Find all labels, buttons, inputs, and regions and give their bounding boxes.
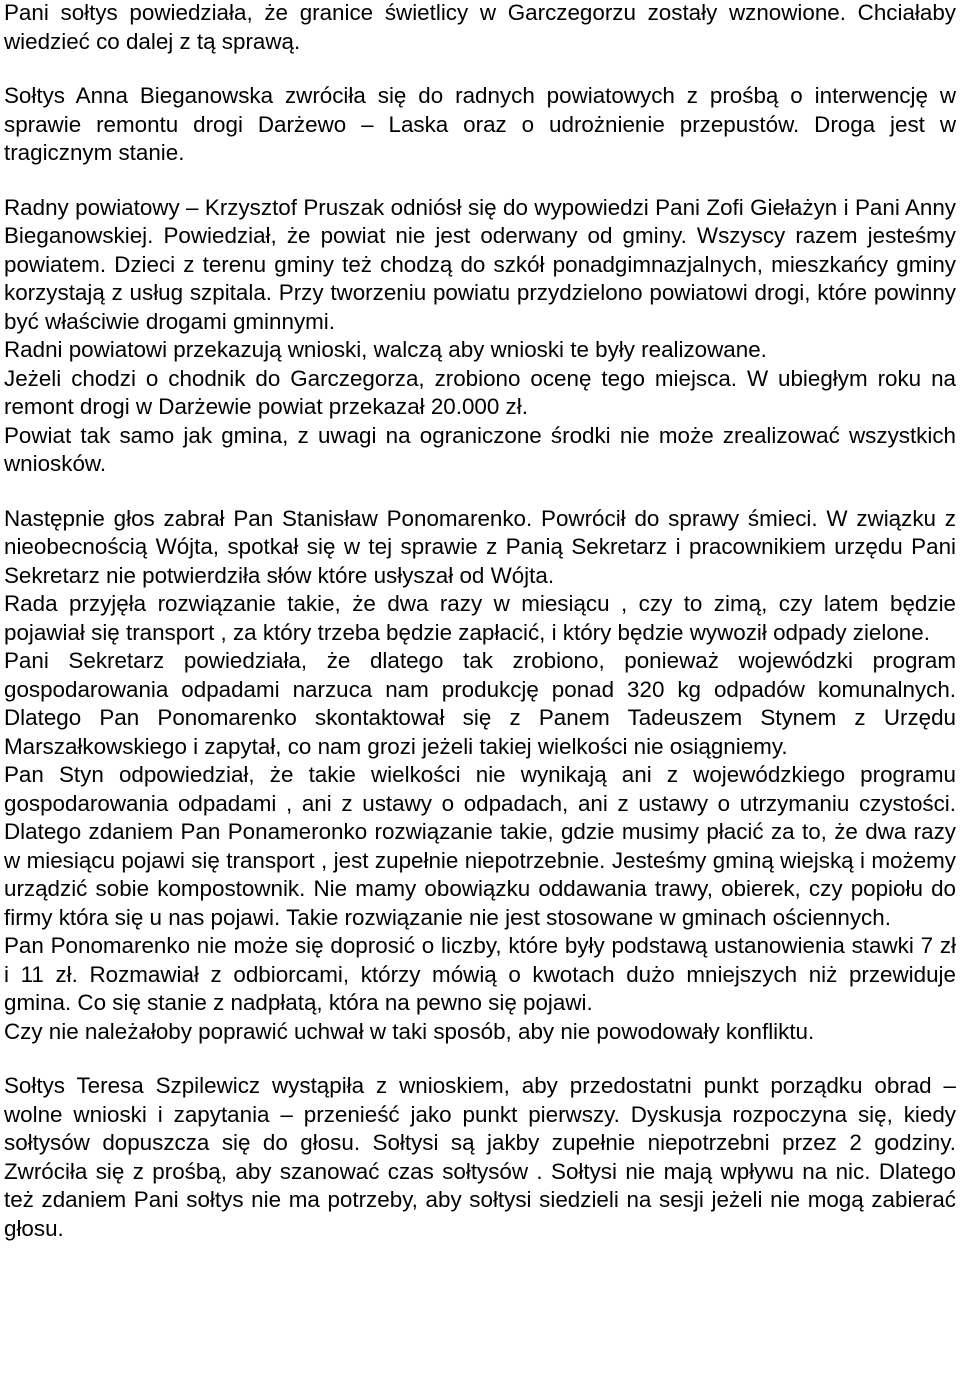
paragraph-stawki: Pan Ponomarenko nie może się doprosić o liczby, które były podstawą ustanowienia stawki 7 zł i 11 zł. Rozmawiał z odbiorcami, którzy mówią o kwotach dużo mniejszych niż przewiduje gmina. Co się stanie z nadpłatą, która na pewno się pojawi. bbox=[4, 933, 956, 1015]
paragraph-ponomarenko-smieci: Następnie głos zabrał Pan Stanisław Ponomarenko. Powrócił do sprawy śmieci. W związku z nieobecnością Wójta, spotkał się w tej sprawie z Panią Sekretarz i pracownikiem urzędu Pani Sekretarz nie potwierdziła słów które usłyszał od Wójta. bbox=[4, 505, 956, 588]
paragraph-pruszak-response: Radny powiatowy – Krzysztof Pruszak odniósł się do wypowiedzi Pani Zofi Giełażyn i Pani Anny Bieganowskiej. Powiedział, że powiat nie jest oderwany od gminy. Wszyscy razem jesteśmy powiatem. Dzieci z terenu gminy też chodzą do szkół ponadgimnazjalnych, mieszkańcy gminy korzystają z usług szpitala. Przy tworzeniu powiatu przydzielono powiatowi drogi, które powinny być właściwie drogami gminnymi. bbox=[4, 194, 956, 334]
paragraph-garczegorz-boundaries: Pani sołtys powiedziała, że granice świetlicy w Garczegorzu zostały wznowione. Chciałaby wiedzieć co dalej z tą sprawą. bbox=[4, 0, 956, 54]
paragraph-uchwaly: Czy nie należałoby poprawić uchwał w taki sposób, aby nie powodowały konfliktu. bbox=[4, 1018, 815, 1044]
document-body bbox=[4, 0, 956, 1243]
paragraph-radni-wnioski: Radni powiatowi przekazują wnioski, walczą aby wnioski te były realizowane. bbox=[4, 337, 767, 362]
paragraph-chodnik: Jeżeli chodzi o chodnik do Garczegorza, zrobiono ocenę tego miejsca. W ubiegłym roku na remont drogi w Darżewie powiat przekazał 20.000 zł. bbox=[4, 365, 956, 419]
paragraph-rada-transport: Rada przyjęła rozwiązanie takie, że dwa razy w miesiącu , czy to zimą, czy latem będzie pojawiał się transport , za który trzeba będzie zapłacić, i który będzie wywoził odpady zielone. bbox=[4, 591, 956, 645]
paragraph-powiat-srodki: Powiat tak samo jak gmina, z uwagi na ograniczone środki nie może zrealizować wszystkich wniosków. bbox=[4, 422, 956, 476]
paragraph-sekretarz: Pani Sekretarz powiedziała, że dlatego tak zrobiono, ponieważ wojewódzki program gospodarowania odpadami narzuca nam produkcję ponad 320 kg odpadów komunalnych. Dlatego Pan Ponomarenko skontaktował się z Panem Tadeuszem Stynem z Urzędu Marszałkowskiego i zapytał, co nam grozi jeżeli takiej wielkości nie osiągniemy. bbox=[4, 648, 956, 759]
paragraph-szpilewicz: Sołtys Teresa Szpilewicz wystąpiła z wnioskiem, aby przedostatni punkt porządku obrad – wolne wnioski i zapytania – przenieść jako punkt pierwszy. Dyskusja rozpoczyna się, kiedy sołtysów dopuszcza się do głosu. Sołtysi są jakby zupełnie niepotrzebni przez 2 godziny. Zwróciła się z prośbą, aby szanować czas sołtysów . Sołtysi nie mają wpływu na nic. Dlatego też zdaniem Pani sołtys nie ma potrzeby, aby sołtysi siedzieli na sesji jeżeli nie mogą zabierać głosu. bbox=[4, 1073, 956, 1241]
paragraph-bieganowska-request: Sołtys Anna Bieganowska zwróciła się do radnych powiatowych z prośbą o interwencję w sprawie remontu drogi Darżewo – Laska oraz o udrożnienie przepustów. Droga jest w tragicznym stanie. bbox=[4, 83, 956, 165]
paragraph-styn: Pan Styn odpowiedział, że takie wielkości nie wynikają ani z wojewódzkiego programu gospodarowania odpadami , ani z ustawy o odpadach, ani z ustawy o utrzymaniu czystości. Dlatego zdaniem Pan Ponameronko rozwiązanie takie, gdzie musimy płacić za to, że dwa razy w miesiącu pojawi się transport , jest zupełnie niepotrzebnie. Jesteśmy gminą wiejską i możemy urządzić sobie kompostownik. Nie mamy obowiązku oddawania trawy, obierek, czy popiołu do firmy która się u nas pojawi. Takie rozwiązanie nie jest stosowane w gminach ościennych. bbox=[4, 762, 956, 930]
